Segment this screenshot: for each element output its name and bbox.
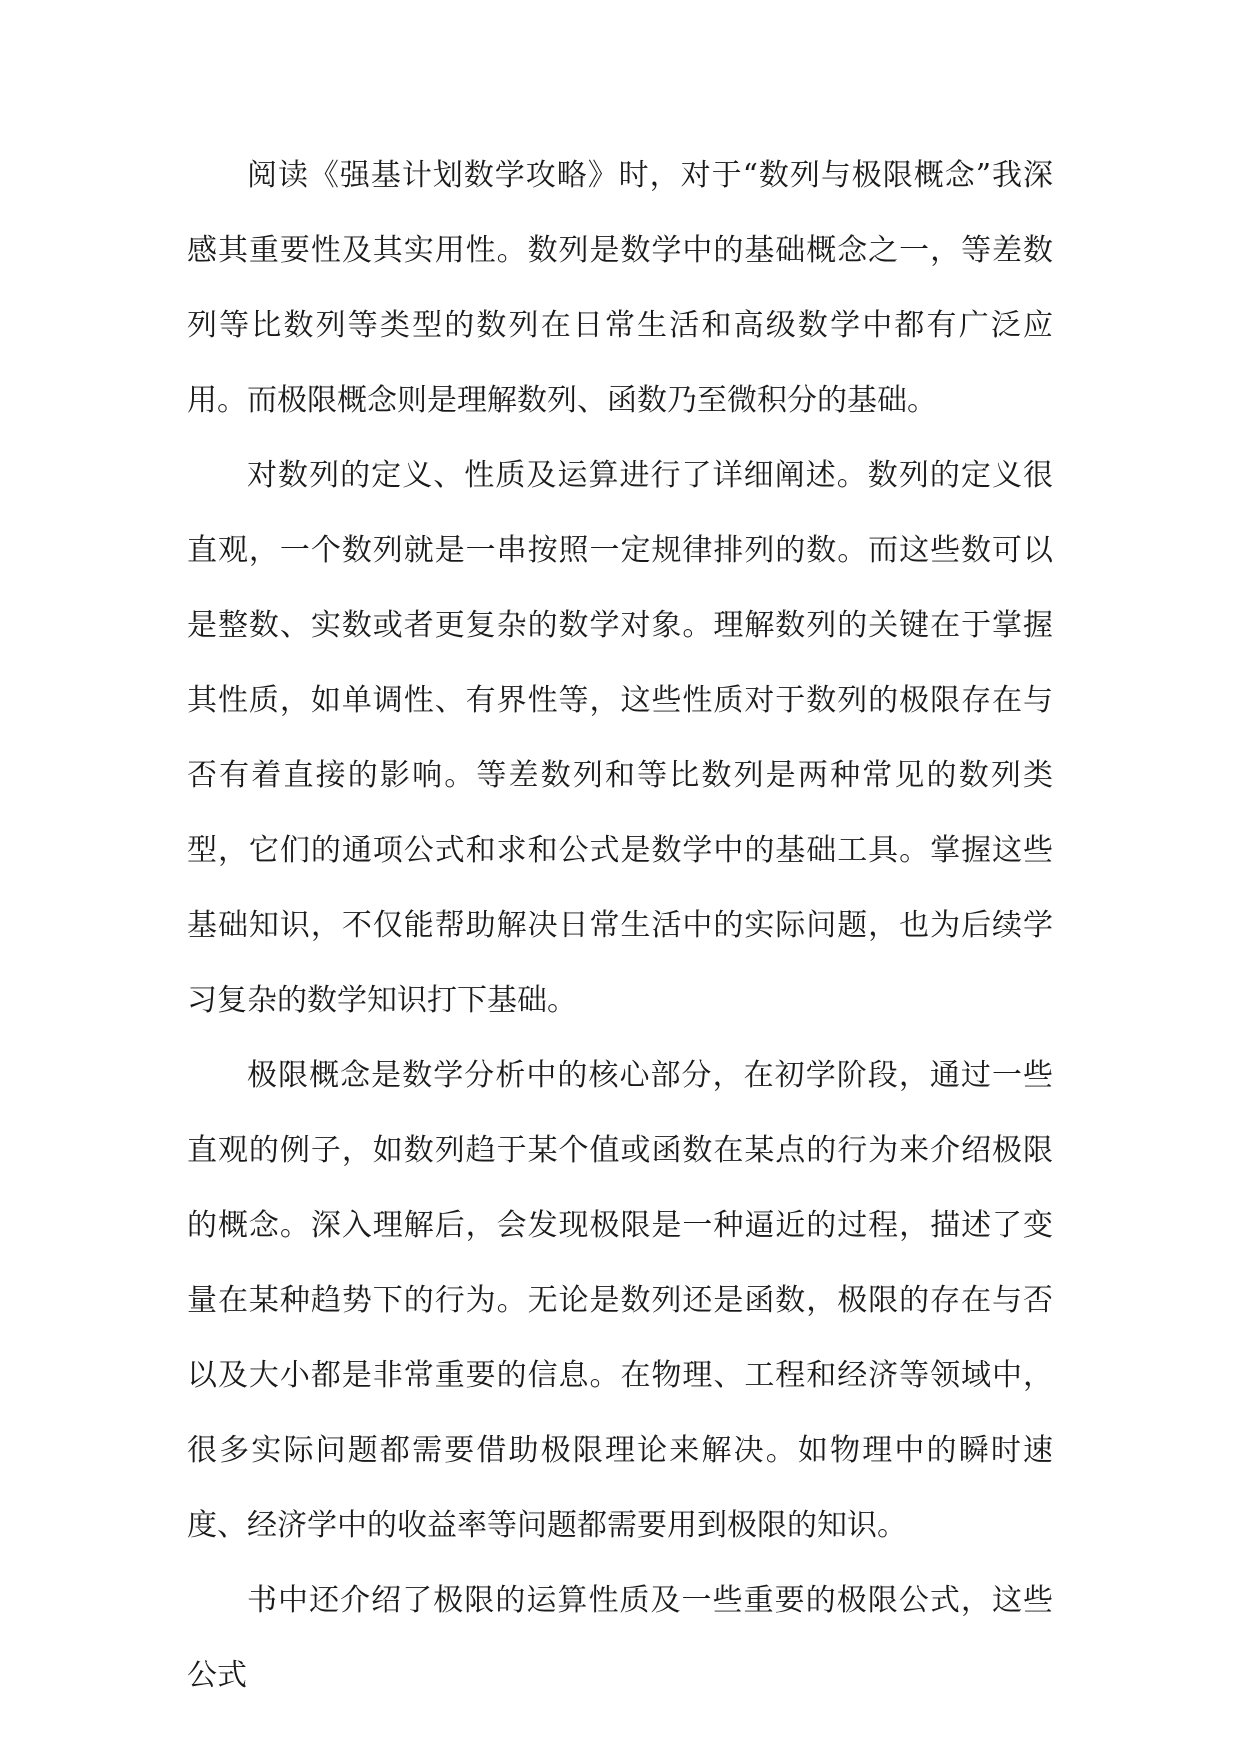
body-text [187,138,1053,1713]
paragraph-limit-operations: 书中还介绍了极限的运算性质及一些重要的极限公式，这些公式 [187,1583,1053,1693]
paragraph-sequence-definition: 对数列的定义、性质及运算进行了详细阐述。数列的定义很直观，一个数列就是一串按照一定规律排列的数。而这些数可以是整数、实数或者更复杂的数学对象。理解数列的关键在于掌握其性质，如单调性、有界性等，这些性质对于数列的极限存在与否有着直接的影响。等差数列和等比数列是两种常见的数列类型，它们的通项公式和求和公式是数学中的基础工具。掌握这些基础知识，不仅能帮助解决日常生活中的实际问题，也为后续学习复杂的数学知识打下基础。 [187,458,1053,1018]
paragraph-limit-concept: 极限概念是数学分析中的核心部分，在初学阶段，通过一些直观的例子，如数列趋于某个值或函数在某点的行为来介绍极限的概念。深入理解后，会发现极限是一种逼近的过程，描述了变量在某种趋势下的行为。无论是数列还是函数，极限的存在与否以及大小都是非常重要的信息。在物理、工程和经济等领域中，很多实际问题都需要借助极限理论来解决。如物理中的瞬时速度、经济学中的收益率等问题都需要用到极限的知识。 [187,1058,1053,1543]
paragraph-intro: 阅读《强基计划数学攻略》时，对于“数列与极限概念”我深感其重要性及其实用性。数列是数学中的基础概念之一，等差数列等比数列等类型的数列在日常生活和高级数学中都有广泛应用。而极限概念则是理解数列、函数乃至微积分的基础。 [187,158,1053,418]
